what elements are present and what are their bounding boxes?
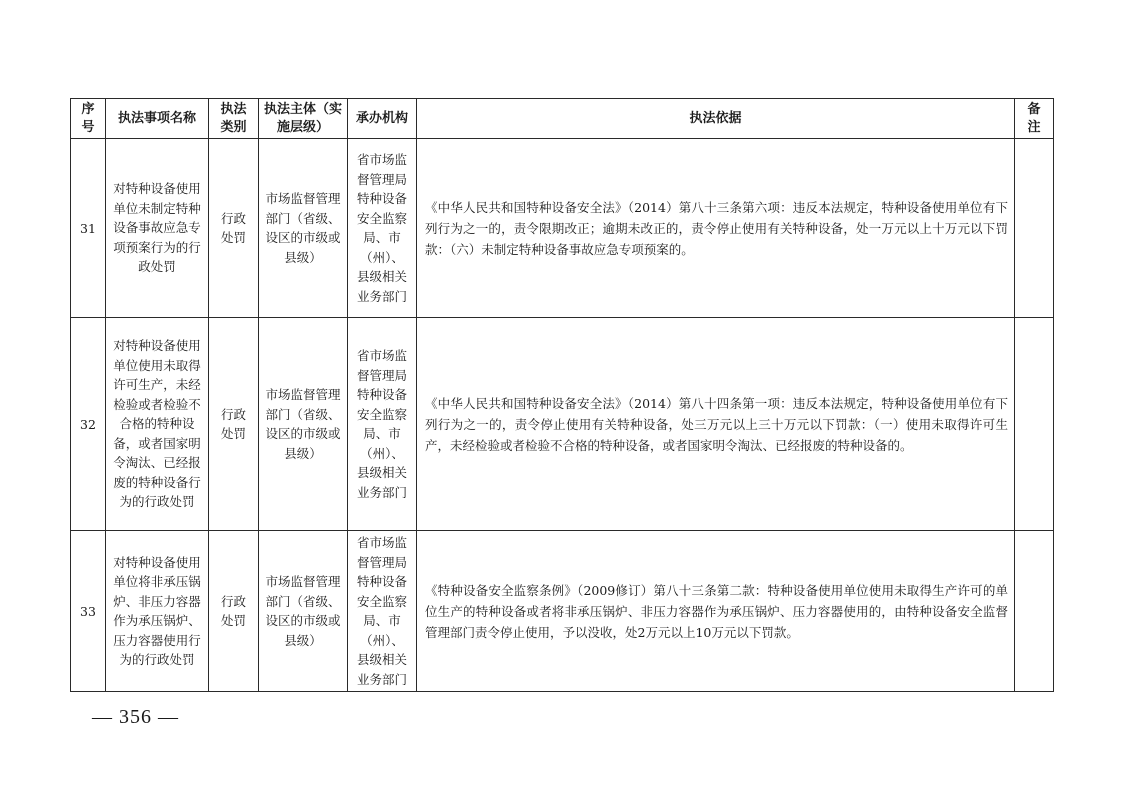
row-basis: 《中华人民共和国特种设备安全法》（2014）第八十四条第一项：违反本法规定，特种设备使用单位有下列行为之一的，责令停止使用有关特种设备，处三万元以上三十万元以下罚款：（一）使用未取得许可生产，未经检验或者检验不合格的特种设备，或者国家明令淘汰、已经报废的特种设备的。: [417, 318, 1015, 531]
header-org: 承办机构: [348, 99, 417, 139]
row-subject: 市场监督管理部门（省级、设区的市级或县级）: [259, 531, 348, 692]
row-basis: 《特种设备安全监察条例》（2009修订）第八十三条第二款：特种设备使用单位使用未取得生产许可的单位生产的特种设备或者将非承压锅炉、非压力容器作为承压锅炉、压力容器使用的，由特种设备安全监督管理部门责令停止使用，予以没收，处2万元以上10万元以下罚款。: [417, 531, 1015, 692]
row-org: 省市场监督管理局特种设备安全监察局、市（州）、县级相关业务部门: [348, 531, 417, 692]
row-subject: 市场监督管理部门（省级、设区的市级或县级）: [259, 139, 348, 318]
enforcement-table: [70, 98, 1054, 692]
row-seq: 31: [71, 139, 106, 318]
row-item-name: 对特种设备使用单位未制定特种设备事故应急专项预案行为的行政处罚: [106, 139, 209, 318]
table-row: [71, 139, 1054, 318]
header-subject: 执法主体（实施层级）: [259, 99, 348, 139]
header-name: 执法事项名称: [106, 99, 209, 139]
table-row: [71, 531, 1054, 692]
row-org: 省市场监督管理局特种设备安全监察局、市（州）、县级相关业务部门: [348, 318, 417, 531]
table-row: [71, 318, 1054, 531]
row-item-name: 对特种设备使用单位将非承压锅炉、非压力容器作为承压锅炉、压力容器使用行为的行政处罚: [106, 531, 209, 692]
table-header-row: [71, 99, 1054, 139]
page-number: — 356 —: [92, 706, 179, 728]
row-category: 行政处罚: [209, 139, 259, 318]
row-remark: [1015, 531, 1054, 692]
row-subject: 市场监督管理部门（省级、设区的市级或县级）: [259, 318, 348, 531]
row-remark: [1015, 139, 1054, 318]
row-category: 行政处罚: [209, 318, 259, 531]
row-category: 行政处罚: [209, 531, 259, 692]
row-seq: 32: [71, 318, 106, 531]
header-category: 执法类别: [209, 99, 259, 139]
row-org: 省市场监督管理局特种设备安全监察局、市（州）、县级相关业务部门: [348, 139, 417, 318]
header-remark: 备注: [1015, 99, 1054, 139]
row-seq: 33: [71, 531, 106, 692]
header-basis: 执法依据: [417, 99, 1015, 139]
row-item-name: 对特种设备使用单位使用未取得许可生产，未经检验或者检验不合格的特种设备，或者国家明令淘汰、已经报废的特种设备行为的行政处罚: [106, 318, 209, 531]
row-basis: 《中华人民共和国特种设备安全法》（2014）第八十三条第六项：违反本法规定，特种设备使用单位有下列行为之一的，责令限期改正；逾期未改正的，责令停止使用有关特种设备，处一万元以上十万元以下罚款：（六）未制定特种设备事故应急专项预案的。: [417, 139, 1015, 318]
header-seq: 序号: [71, 99, 106, 139]
row-remark: [1015, 318, 1054, 531]
